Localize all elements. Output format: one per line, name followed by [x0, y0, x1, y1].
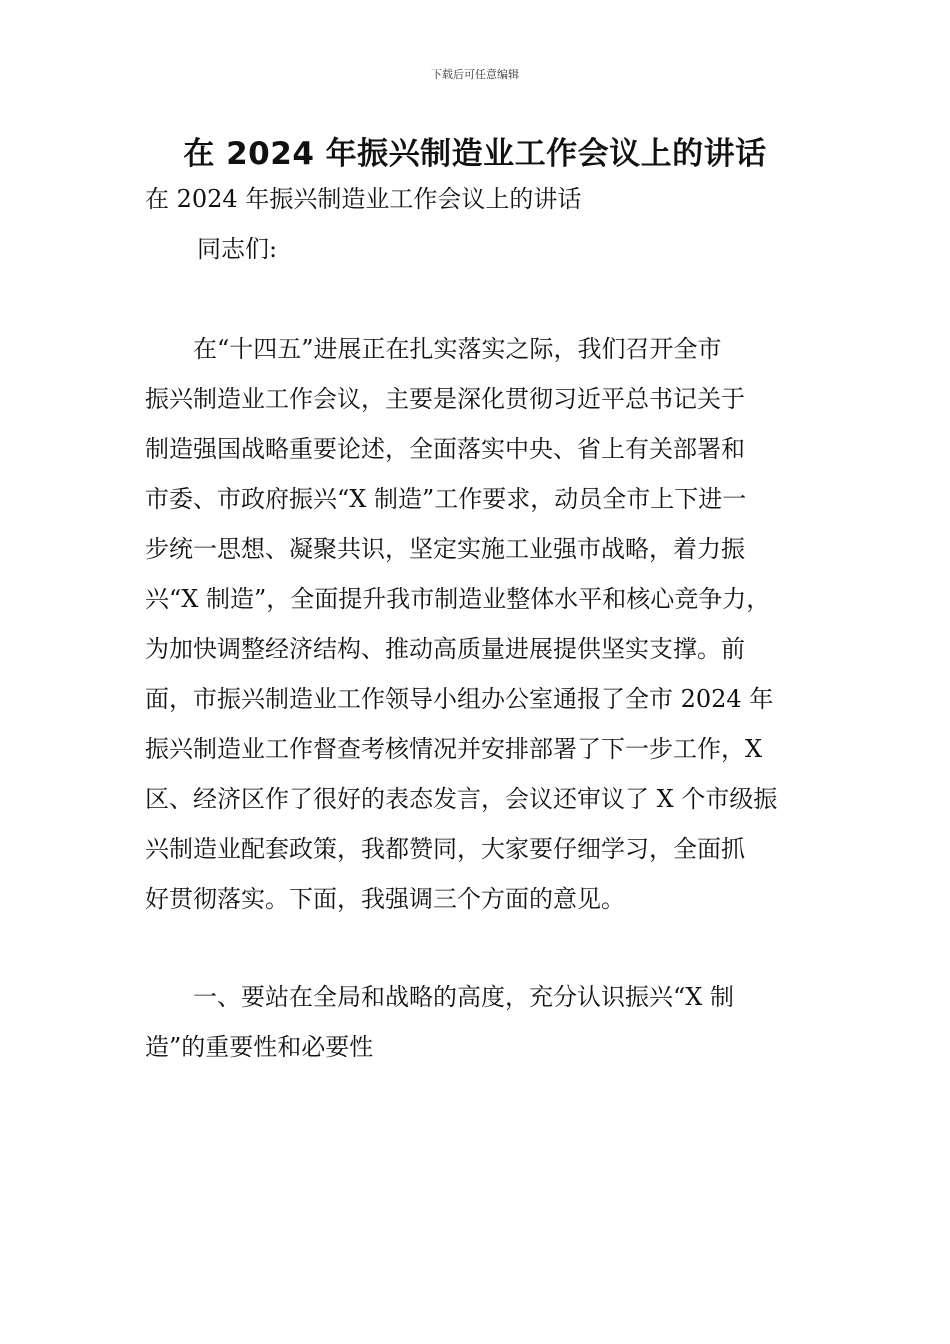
paragraph-line: 在“十四五”进展正在扎实落实之际，我们召开全市	[145, 335, 722, 363]
paragraph-line: 制造强国战略重要论述，全面落实中央、省上有关部署和	[145, 435, 745, 463]
paragraph-line: 振兴制造业工作会议，主要是深化贯彻习近平总书记关于	[145, 385, 745, 413]
body-paragraph	[145, 324, 810, 924]
section-heading-line: 一、要站在全局和战略的高度，充分认识振兴“X 制	[145, 983, 734, 1011]
document-subtitle: 在 2024 年振兴制造业工作会议上的讲话	[145, 185, 582, 213]
paragraph-line: 兴制造业配套政策，我都赞同，大家要仔细学习，全面抓	[145, 835, 745, 863]
paragraph-line: 步统一思想、凝聚共识，坚定实施工业强市战略，着力振	[145, 535, 745, 563]
paragraph-line: 振兴制造业工作督查考核情况并安排部署了下一步工作，X	[145, 735, 763, 763]
section-heading-line: 造”的重要性和必要性	[145, 1033, 374, 1061]
paragraph-line: 为加快调整经济结构、推动高质量进展提供坚实支撑。前	[145, 635, 745, 663]
page-header-note: 下载后可任意编辑	[431, 68, 519, 81]
document-title: 在 2024 年振兴制造业工作会议上的讲话	[183, 136, 767, 172]
paragraph-line: 好贯彻落实。下面，我强调三个方面的意见。	[145, 885, 625, 913]
section-heading	[145, 972, 810, 1072]
paragraph-line: 兴“X 制造”，全面提升我市制造业整体水平和核心竞争力，	[145, 585, 771, 613]
paragraph-line: 市委、市政府振兴“X 制造”工作要求，动员全市上下进一	[145, 485, 747, 513]
paragraph-line: 区、经济区作了很好的表态发言，会议还审议了 X 个市级振	[145, 785, 778, 813]
greeting: 同志们:	[197, 235, 278, 263]
paragraph-line: 面，市振兴制造业工作领导小组办公室通报了全市 2024 年	[145, 685, 774, 713]
